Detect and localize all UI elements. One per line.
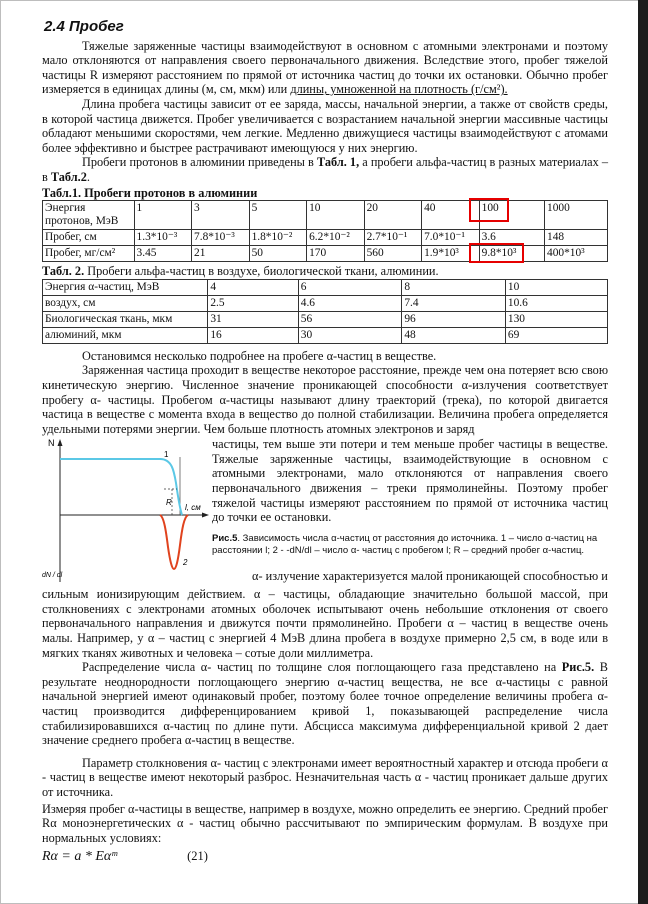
table-cell: Энергия протонов, МэВ — [43, 201, 135, 230]
table-cell: алюминий, мкм — [43, 327, 208, 343]
table-cell: 1 — [134, 201, 192, 230]
table-cell: 1000 — [545, 201, 608, 230]
y-axis-arrow — [58, 439, 63, 446]
p3-text: Пробеги протонов в алюминии приведены в — [82, 155, 317, 170]
table-cell: 31 — [208, 311, 298, 327]
table-cell: 4 — [208, 279, 298, 295]
curve-1-label: 1 — [164, 450, 169, 460]
paragraph-2: Длина пробега частицы зависит от ее заряда, массы, начальной энергии, а также от свойств среды, в которой частица движется. Пробег увеличивается с возрастанием начальной энергии массивные частицы обладают меньшими скоростями, чем легкие. Медленно движущиеся частицы взаимодействуют с атомами более эффективно и быстрее растрачивают имеющуюся у них энергию. — [42, 96, 608, 155]
table-cell: 7.8*10⁻³ — [192, 230, 250, 246]
table-cell: 9.8*10³ — [479, 246, 544, 262]
paragraph-1 — [42, 39, 608, 97]
table-cell: 7.0*10⁻¹ — [422, 230, 480, 246]
table-cell: 148 — [545, 230, 608, 246]
table-cell: 1.9*10³ — [422, 246, 480, 262]
p7-text: Распределение числа α- частиц по толщине слоя поглощающего газа представлено на — [82, 660, 562, 675]
figure-ref: Рис.5. — [561, 660, 595, 675]
formula-expression: Rα = a * Eαᵐ — [42, 849, 118, 865]
figure-5 — [42, 437, 212, 587]
table-cell: 3 — [192, 201, 250, 230]
table-cell: Пробег, см — [43, 230, 135, 246]
table-cell: 170 — [307, 246, 365, 262]
paragraph-4: Остановимся несколько подробнее на пробеге α-частиц в веществе. — [82, 348, 437, 363]
formula-21 — [42, 849, 608, 865]
curve-1 — [60, 459, 182, 515]
table1-caption: Табл.1. Пробеги протонов в алюминии — [42, 185, 258, 200]
table-row — [43, 311, 608, 327]
table-cell: 50 — [249, 246, 307, 262]
p7-text2: В результате неоднородности поглощающего энергию α-частиц вещества, не все α-частицы с равной начальной энергией имеют одинаковый пробег, поэтому более точное определение величины пробега α-частиц производится дифференцированием кривой 1, показывающей распределение числа стабилизировавшихся α-частиц по длине пути. Абсцисса максимума дифференциальной кривой 2 дает значение среднего пробега α-частиц в веществе. — [42, 660, 608, 748]
figure-row — [42, 437, 608, 587]
table-cell: Биологическая ткань, мкм — [43, 311, 208, 327]
table-cell: 10.6 — [505, 295, 607, 311]
table-row — [43, 327, 608, 343]
table-cell: 30 — [298, 327, 402, 343]
paragraph-7 — [42, 660, 608, 748]
table-cell: Пробег, мг/см² — [43, 246, 135, 262]
table-cell: 48 — [402, 327, 506, 343]
paragraph-5-cont: частицы, тем выше эти потери и тем меньше пробег частицы в веществе. Тяжелые заряженные частицы, взаимодействующие в основном с атомными электронами, мало отклоняются от направления своего первоначального движения – треки прямолинейны. Поэтому пробег тяжелой частицы измеряют расстоянием по прямой от источника частиц до точки ее остановки. — [212, 437, 608, 525]
table-cell: 1.8*10⁻² — [249, 230, 307, 246]
table-cell: 100 — [479, 201, 544, 230]
table-cell: 5 — [249, 201, 307, 230]
table-cell: 16 — [208, 327, 298, 343]
formula-number: (21) — [187, 849, 208, 864]
paragraph-3: Пробеги протонов в алюминии приведены в Табл. 1, а пробеги альфа-частиц в разных материалах – в Табл.2. — [42, 155, 608, 184]
table-cell: 6 — [298, 279, 402, 295]
table-cell: 3.45 — [134, 246, 192, 262]
table-cell: 4.6 — [298, 295, 402, 311]
table2-ref: Табл.2 — [50, 169, 87, 184]
table-row — [43, 279, 608, 295]
table-cell: 6.2*10⁻² — [307, 230, 365, 246]
y-label: N — [48, 438, 55, 449]
document-page — [42, 20, 608, 865]
table-row — [43, 201, 608, 230]
table-cell: 7.4 — [402, 295, 506, 311]
table-cell: 3.6 — [479, 230, 544, 246]
table-cell: 560 — [364, 246, 422, 262]
table-cell: воздух, см — [43, 295, 208, 311]
table-cell: 400*10³ — [545, 246, 608, 262]
paragraph-6-start: α- излучение характеризуется малой проникающей способностью и — [252, 568, 608, 583]
dndl-label: dN / dl — [42, 572, 63, 580]
table-cell: 40 — [422, 201, 480, 230]
paragraph-5: Заряженная частица проходит в веществе некоторое расстояние, прежде чем она потеряет всю свою кинетическую энергию. Численное значение проникающей способности α-излучения соответствует пробегу α- частицы. Пробегом α-частицы называют длину траекторий (трека), по которой двигается частица в веществе с момента входа в вещество до полной стабилизации. Величина пробега определяется удельными потерями энергии. Чем больше плотность атомных электронов и заряд — [42, 363, 608, 436]
paragraph-6: сильным ионизирующим действием. α – частицы, обладающие значительно большой массой, при столкновениях с электронами атомных оболочек испытывают очень небольшие отклонения от своего первоначального направления и движутся почти прямолинейно. Пробеги α – частиц в веществе очень малы. Например, у α – частиц с энергией 4 МэВ длина пробега в воздухе примерно 2,5 см, в воде или в мягких тканях животных и человека – сотые доли миллиметра. — [42, 587, 608, 660]
table2-caption — [42, 264, 608, 279]
highlight-box-100 — [469, 198, 509, 222]
figure-side-text — [212, 437, 608, 587]
table-cell: 2.5 — [208, 295, 298, 311]
figure-caption-bold: Рис.5 — [212, 532, 238, 544]
table-cell: 2.7*10⁻¹ — [364, 230, 422, 246]
paragraph-1-text: Тяжелые заряженные частицы взаимодействуют в основном с атомными электронами и поэтому мало отклоняются от направления своего первоначального движения. Вследствие этого, пробег тяжелой частицы R измеряют расстоянием по прямой от источника частиц до точки их остановки. Обычно пробег измеряется в единицах длины (м, см, мкм) или — [42, 38, 608, 97]
paragraph-8: Параметр столкновения α- частиц с электронами имеет вероятностный характер и отсюда пробеги α - частиц в веществе имеют некоторый разброс. Незначительная часть α - частиц проникает дальше других от источника. — [42, 755, 608, 799]
x-label: l, см — [185, 503, 201, 513]
underlined-text: длины, умноженной на плотность (г/см²). — [290, 82, 508, 97]
table-cell: 20 — [364, 201, 422, 230]
paragraph-9: Измеряя пробег α-частицы в веществе, например в воздухе, можно определить ее энергию. Средний пробег Rα моноэнергетических α - частиц обычно рассчитывают по эмпирическим формулам. В воздухе при нормальных условиях: — [42, 801, 608, 845]
highlight-box-9.8 — [469, 243, 524, 263]
table-cell: Энергия α-частиц, МэВ — [43, 279, 208, 295]
table-cell: 96 — [402, 311, 506, 327]
section-heading: 2.4 Пробег — [44, 18, 124, 35]
figure-5-caption — [212, 533, 608, 557]
table-cell: 130 — [505, 311, 607, 327]
table-cell: 69 — [505, 327, 607, 343]
table-2 — [42, 279, 608, 344]
curve-2-label: 2 — [183, 558, 188, 568]
figure-caption-text: . Зависимость числа α-частиц от расстояния до источника. 1 – число α-частиц на расстоянии l; 2 - -dN/dl – число α- частиц с пробегом l; R – средний пробег α-частиц. — [212, 532, 598, 556]
figure-5-plot — [42, 437, 212, 587]
table2-caption-text: Пробеги альфа-частиц в воздухе, биологической ткани, алюминии. — [84, 264, 439, 279]
r-label: R — [166, 498, 172, 508]
table-cell: 10 — [505, 279, 607, 295]
table-cell: 21 — [192, 246, 250, 262]
table2-caption-bold: Табл. 2. — [42, 264, 85, 279]
table-cell: 10 — [307, 201, 365, 230]
table-cell: 8 — [402, 279, 506, 295]
table1-ref: Табл. 1, — [316, 155, 360, 170]
table-cell: 56 — [298, 311, 402, 327]
x-axis-arrow — [202, 513, 209, 518]
viewer-scrollbar[interactable] — [638, 0, 648, 904]
table-row — [43, 295, 608, 311]
p3-text2: а пробеги альфа-частиц в разных материалах – в — [42, 155, 608, 184]
table-cell: 1.3*10⁻³ — [134, 230, 192, 246]
